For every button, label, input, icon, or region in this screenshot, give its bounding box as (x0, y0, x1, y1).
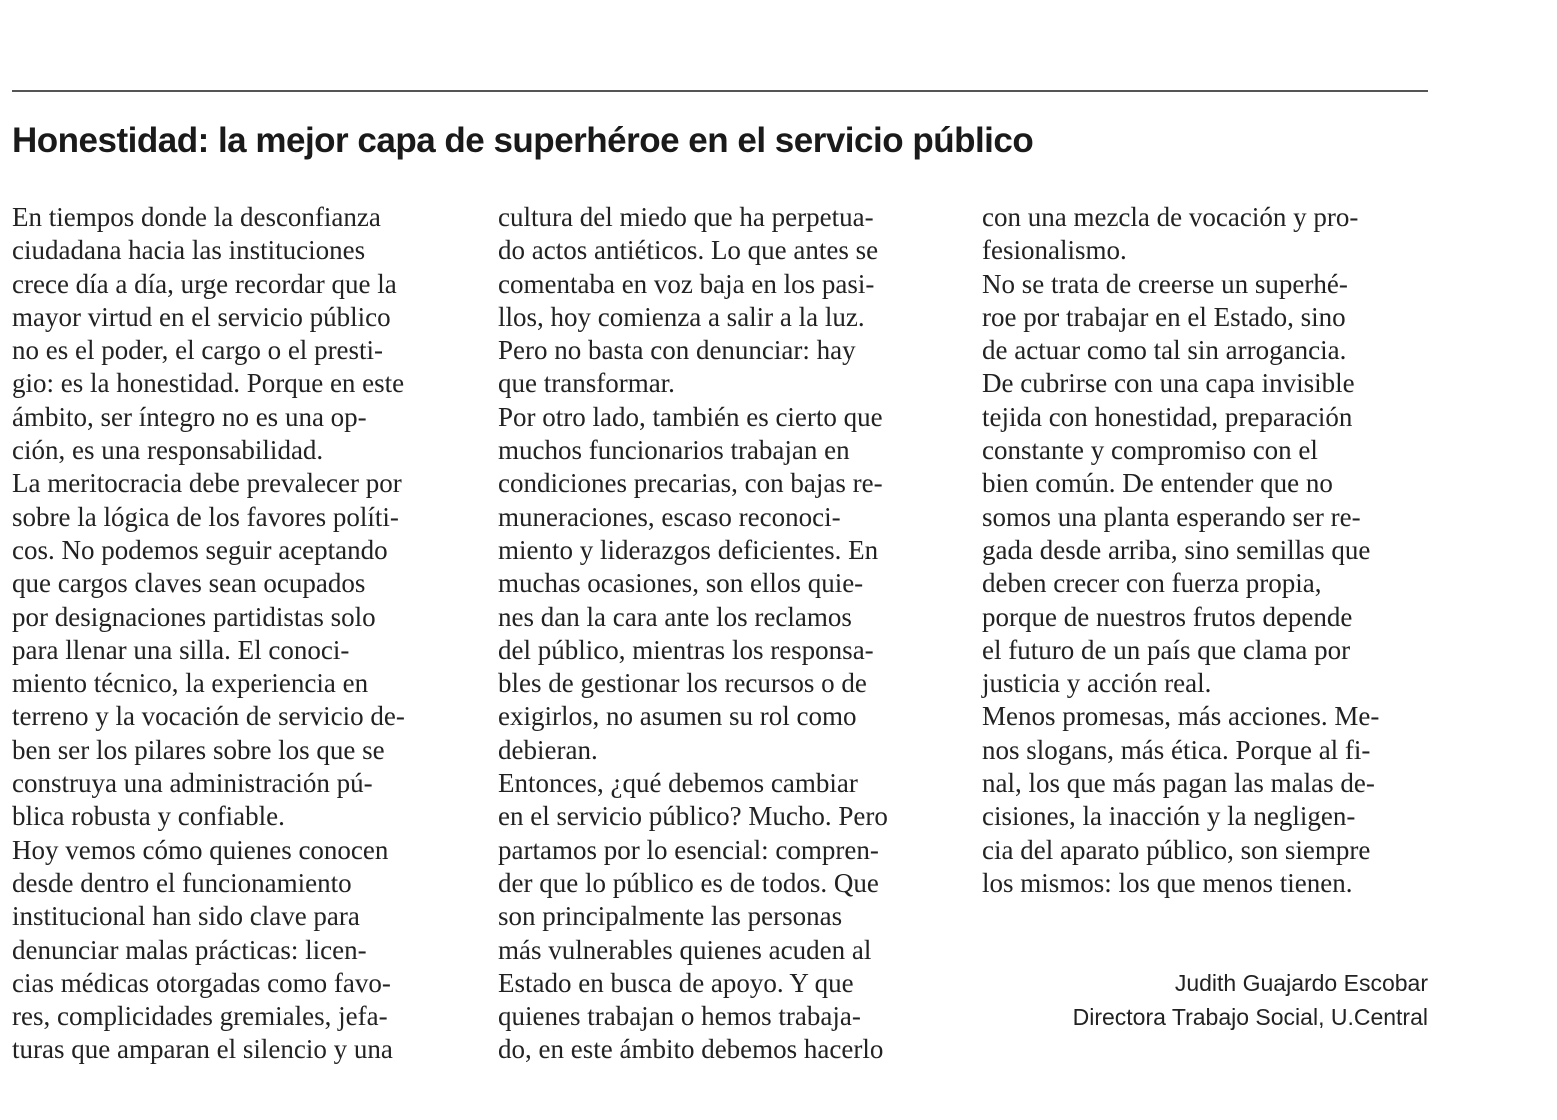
article-text-line: cia del aparato público, son siempre (982, 834, 1371, 865)
article-text-line: exigirlos, no asumen su rol como (498, 701, 857, 732)
article-text-line: sobre la lógica de los favores políti- (12, 501, 399, 532)
article-text-line: fesionalismo. (982, 235, 1127, 266)
article-text-line: der que lo público es de todos. Que (498, 867, 879, 898)
article-text-line: do actos antiéticos. Lo que antes se (498, 235, 879, 266)
article-text-line: Menos promesas, más acciones. Me- (982, 701, 1380, 732)
article-text-line: cisiones, la inacción y la negligen- (982, 801, 1356, 832)
article-text-line: Pero no basta con denunciar: hay (498, 335, 856, 366)
article-text-line: ámbito, ser íntegro no es una op- (12, 401, 367, 432)
article-column-1 (12, 201, 474, 1067)
article-text-line: con una mezcla de vocación y pro- (982, 202, 1359, 232)
article-text-line: bles de gestionar los recursos o de (498, 668, 867, 699)
article-text-line: no es el poder, el cargo o el presti- (12, 335, 384, 366)
article-text-line: Hoy vemos cómo quienes conocen (12, 834, 389, 865)
article-text-line: de actuar como tal sin arrogancia. (982, 335, 1347, 366)
article-text-line: muchos funcionarios trabajan en (498, 435, 850, 466)
article-text-line: gada desde arriba, sino semillas que (982, 534, 1371, 565)
article-text-line: nal, los que más pagan las malas de- (982, 768, 1375, 799)
article-text-line: miento técnico, la experiencia en (12, 668, 369, 699)
article-text-line: son principalmente las personas (498, 901, 843, 932)
article-text-line: que transformar. (498, 368, 675, 399)
article-text-line: constante y compromiso con el (982, 435, 1318, 466)
article-text-line: crece día a día, urge recordar que la (12, 268, 397, 299)
author-title: Directora Trabajo Social, U.Central (1072, 1004, 1428, 1030)
article-text-line: nes dan la cara ante los reclamos (498, 601, 852, 632)
article-text-line: denunciar malas prácticas: licen- (12, 934, 367, 965)
article-text-line: mayor virtud en el servicio público (12, 301, 391, 332)
article-text-line: Entonces, ¿qué debemos cambiar (498, 768, 858, 799)
article-text-line: cos. No podemos seguir aceptando (12, 534, 388, 565)
article-text-line: roe por trabajar en el Estado, sino (982, 301, 1346, 332)
article-text-line: do, en este ámbito debemos hacerlo (498, 1034, 884, 1065)
article-text-line: el futuro de un país que clama por (982, 634, 1351, 665)
article-text-line: cultura del miedo que ha perpetua- (498, 202, 874, 232)
article-text-line: terreno y la vocación de servicio de- (12, 701, 405, 732)
article-text-line: cias médicas otorgadas como favo- (12, 967, 391, 998)
article-text-line: desde dentro el funcionamiento (12, 867, 352, 898)
article-text-line: La meritocracia debe prevalecer por (12, 468, 402, 499)
article-text-line: nos slogans, más ética. Porque al fi- (982, 734, 1371, 765)
article-text-line: ciudadana hacia las instituciones (12, 235, 366, 266)
top-divider-rule (12, 90, 1428, 92)
article-text-line: justicia y acción real. (982, 668, 1212, 699)
article-text-line: ben ser los pilares sobre los que se (12, 734, 385, 765)
author-signature (1073, 966, 1428, 1034)
article-text-line: quienes trabajan o hemos trabaja- (498, 1001, 861, 1032)
article-text-line: ción, es una responsabilidad. (12, 435, 324, 466)
article-text-line: los mismos: los que menos tienen. (982, 867, 1353, 898)
article-text-line: somos una planta esperando ser re- (982, 501, 1361, 532)
article-text-line: debieran. (498, 734, 598, 765)
article-text-line: bien común. De entender que no (982, 468, 1333, 499)
article-text-line: tejida con honestidad, preparación (982, 401, 1353, 432)
article-text-line: res, complicidades gremiales, jefa- (12, 1001, 388, 1032)
article-text-line: condiciones precarias, con bajas re- (498, 468, 883, 499)
article-text-line: para llenar una silla. El conoci- (12, 634, 350, 665)
article-headline: Honestidad: la mejor capa de superhéroe en el servicio público (12, 121, 1034, 160)
article-text-line: más vulnerables quienes acuden al (498, 934, 872, 965)
article-text-line: Estado en busca de apoyo. Y que (498, 967, 854, 998)
article-text-line: que cargos claves sean ocupados (12, 568, 366, 599)
article-text-line: del público, mientras los responsa- (498, 634, 874, 665)
article-text-line: llos, hoy comienza a salir a la luz. (498, 301, 865, 332)
article-text-line: muneraciones, escaso reconoci- (498, 501, 841, 532)
article-text-line: turas que amparan el silencio y una (12, 1034, 393, 1065)
article-text-line: No se trata de creerse un superhé- (982, 268, 1348, 299)
article-text-line: En tiempos donde la desconfianza (12, 202, 381, 232)
article-text-line: comentaba en voz baja en los pasi- (498, 268, 875, 299)
article-text-line: blica robusta y confiable. (12, 801, 285, 832)
article-text-line: construya una administración pú- (12, 768, 373, 799)
article-text-line: por designaciones partidistas solo (12, 601, 376, 632)
article-text-line: partamos por lo esencial: compren- (498, 834, 879, 865)
article-text-line: deben crecer con fuerza propia, (982, 568, 1322, 599)
article-text-line: porque de nuestros frutos depende (982, 601, 1353, 632)
article-text-line: en el servicio público? Mucho. Pero (498, 801, 888, 832)
article-column-2 (498, 201, 960, 1067)
article-text-line: miento y liderazgos deficientes. En (498, 534, 879, 565)
article-text-line: muchas ocasiones, son ellos quie- (498, 568, 864, 599)
article-column-3 (982, 201, 1444, 900)
article-text-line: institucional han sido clave para (12, 901, 360, 932)
article-text-line: gio: es la honestidad. Porque en este (12, 368, 405, 399)
article-text-line: Por otro lado, también es cierto que (498, 401, 883, 432)
author-name: Judith Guajardo Escobar (1174, 970, 1428, 996)
article-text-line: De cubrirse con una capa invisible (982, 368, 1355, 399)
